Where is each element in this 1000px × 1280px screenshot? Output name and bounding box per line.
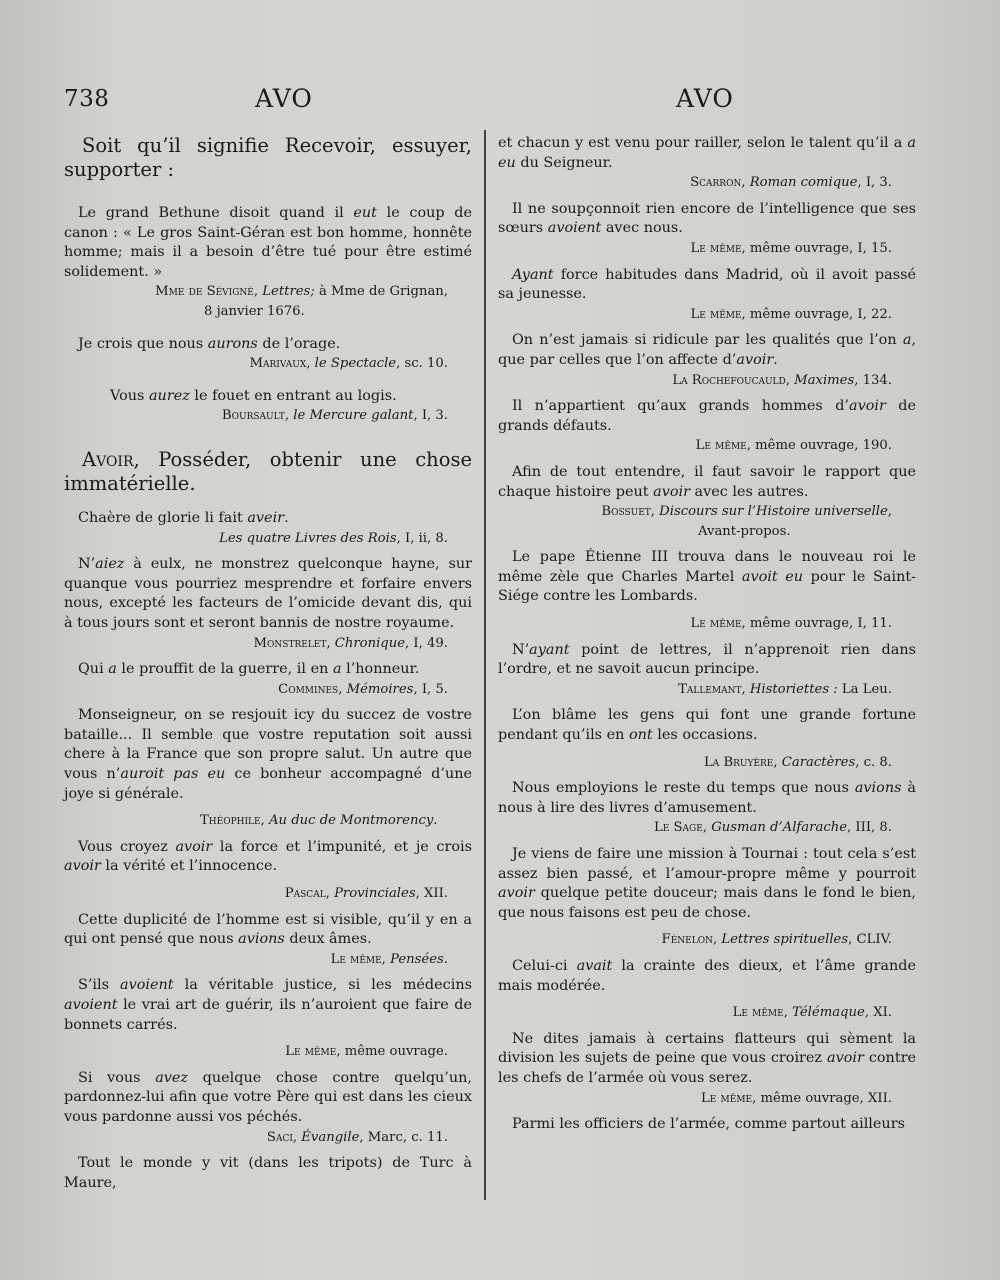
quotation: L’on blâme les gens qui font une grande fortune pendant qu’ils en ont les occasions.	[498, 707, 916, 744]
citation: Théophile, Au duc de Montmorency.	[200, 813, 438, 829]
citation: Tallemant, Historiettes : La Leu.	[678, 681, 892, 697]
quotation: Ayant force habitudes dans Madrid, où il avoit passé sa jeunesse.	[498, 266, 916, 303]
citation: Boursault, le Mercure galant, I, 3.	[221, 408, 448, 424]
quotation: On n’est jamais si ridicule par les qualités que l’on a, que par celles que l’on affecte d’avoir.	[498, 332, 916, 368]
sense-heading: Soit qu’il signifie Recevoir, essuyer, supporter :	[64, 134, 472, 181]
citation: Le même, même ouvrage, I, 11.	[690, 616, 892, 632]
citation-part: Avant-propos.	[698, 523, 791, 539]
citation: La Rochefoucauld, Maximes, 134.	[672, 372, 892, 388]
citation: Pascal, Provinciales, XII.	[284, 886, 448, 902]
quotation: Afin de tout entendre, il faut savoir le rapport que chaque histoire peut avoir avec les autres.	[498, 463, 916, 500]
quotation: Il ne soupçonnoit rien encore de l’intelligence que ses sœurs avoient avec nous.	[498, 200, 916, 237]
citation: Scarron, Roman comique, I, 3.	[690, 175, 892, 191]
citation: Marivaux, le Spectacle, sc. 10.	[249, 356, 448, 372]
citation: Le même, même ouvrage, XII.	[701, 1090, 892, 1106]
quotation: Le grand Bethune disoit quand il eut le coup de canon : « Le gros Saint-Géran est bon homme, honnête homme; mais il a besoin d’être tué pour être estimé solidement. »	[64, 205, 473, 280]
citation: Bossuet, Discours sur l’Histoire universelle,	[601, 504, 892, 520]
sense-heading: Avoir, Posséder, obtenir une chose immatérielle.	[64, 447, 472, 495]
quotation: Chaère de glorie li fait aveir.	[78, 509, 289, 526]
citation: Les quatre Livres des Rois, I, ii, 8.	[219, 530, 448, 546]
citation: Le même, Télémaque, XI.	[732, 1005, 892, 1021]
quotation: Celui-ci avait la crainte des dieux, et l’âme grande mais modérée.	[498, 957, 916, 994]
page-number: 738	[64, 86, 110, 112]
quotation: Vous croyez avoir la force et l’impunité, et je crois avoir la vérité et l’innocence.	[64, 838, 472, 875]
quotation: Je crois que nous aurons de l’orage.	[78, 335, 341, 352]
citation: La Bruyère, Caractères, c. 8.	[704, 754, 892, 770]
citation: Le Sage, Gusman d’Alfarache, III, 8.	[653, 820, 892, 836]
quotation: Monseigneur, on se resjouit icy du succez de vostre bataille... Il semble que vostre reputation soit aussi chere à la France que son propre salut. Un autre que vous n’auroit pas eu ce bonheur accompagné d’une joye si générale.	[64, 707, 472, 802]
running-head-left: AVO	[255, 84, 313, 113]
citation: Mme de Sévigné, Lettres; à Mme de Grignan,	[155, 284, 448, 300]
citation: Commines, Mémoires, I, 5.	[278, 681, 448, 697]
quotation: Si vous avez quelque chose contre quelqu’un, pardonnez-lui afin que votre Père qui est dans les cieux vous pardonne aussi vos péchés.	[64, 1069, 472, 1125]
column-divider	[484, 130, 486, 1200]
right-column	[498, 134, 916, 1135]
running-head-right: AVO	[676, 84, 734, 113]
quotation: S’ils avoient la véritable justice, si les médecins avoient le vrai art de guérir, ils n’auroient que faire de bonnets carrés.	[64, 977, 472, 1033]
citation-date: 8 janvier 1676.	[204, 303, 305, 319]
quotation: Tout le monde y vit (dans les tripots) de Turc à Maure,	[64, 1155, 472, 1191]
citation: Le même, Pensées.	[330, 951, 448, 967]
quotation: Parmi les officiers de l’armée, comme partout ailleurs	[512, 1116, 905, 1133]
quotation: et chacun y est venu pour railler, selon le talent qu’il a a eu du Seigneur.	[498, 135, 916, 171]
quotation: Ne dites jamais à certains flatteurs qui sèment la division les sujets de peine que vous croirez avoir contre les chefs de l’armée où vous serez.	[498, 1030, 916, 1086]
quotation: N’aiez à eulx, ne monstrez quelconque hayne, sur quanque vous pourriez mesprendre et forfaire envers nous, excepté les facteurs de l’omicide devant dis, qui à tous jours sont et seront bannis de nostre royaume.	[64, 556, 472, 631]
citation: Le même, même ouvrage.	[285, 1044, 448, 1060]
citation: Le même, même ouvrage, I, 15.	[690, 240, 892, 256]
quotation: Je viens de faire une mission à Tournai : tout cela s’est assez bien passé, et l’amour-propre même y pourroit avoir quelque petite douceur; mais dans le fond le bien, que nous faisons est peu de chose.	[498, 846, 916, 921]
citation: Fénelon, Lettres spirituelles, CLIV.	[661, 932, 892, 948]
quotation: Nous employions le reste du temps que nous avions à nous à lire des livres d’amusement.	[498, 780, 916, 816]
quotation: Cette duplicité de l’homme est si visible, qu’il y en a qui ont pensé que nous avions deux âmes.	[64, 911, 472, 948]
quotation: N’ayant point de lettres, il n’apprenoit rien dans l’ordre, et ne savoit aucun principe.	[498, 641, 916, 678]
left-column	[64, 134, 472, 1193]
quotation: Qui a le prouffit de la guerre, il en a l’honneur.	[78, 661, 420, 678]
quotation: Le pape Étienne III trouva dans le nouveau roi le même zèle que Charles Martel avoit eu pour le Saint-Siége contre les Lombards.	[498, 549, 916, 605]
citation: Le même, même ouvrage, 190.	[695, 438, 892, 454]
citation: Saci, Évangile, Marc, c. 11.	[266, 1129, 448, 1145]
citation: Monstrelet, Chronique, I, 49.	[253, 635, 448, 651]
quotation: Vous aurez le fouet en entrant au logis.	[110, 387, 397, 404]
quotation: Il n’appartient qu’aux grands hommes d’avoir de grands défauts.	[498, 398, 916, 434]
citation: Le même, même ouvrage, I, 22.	[690, 306, 892, 322]
